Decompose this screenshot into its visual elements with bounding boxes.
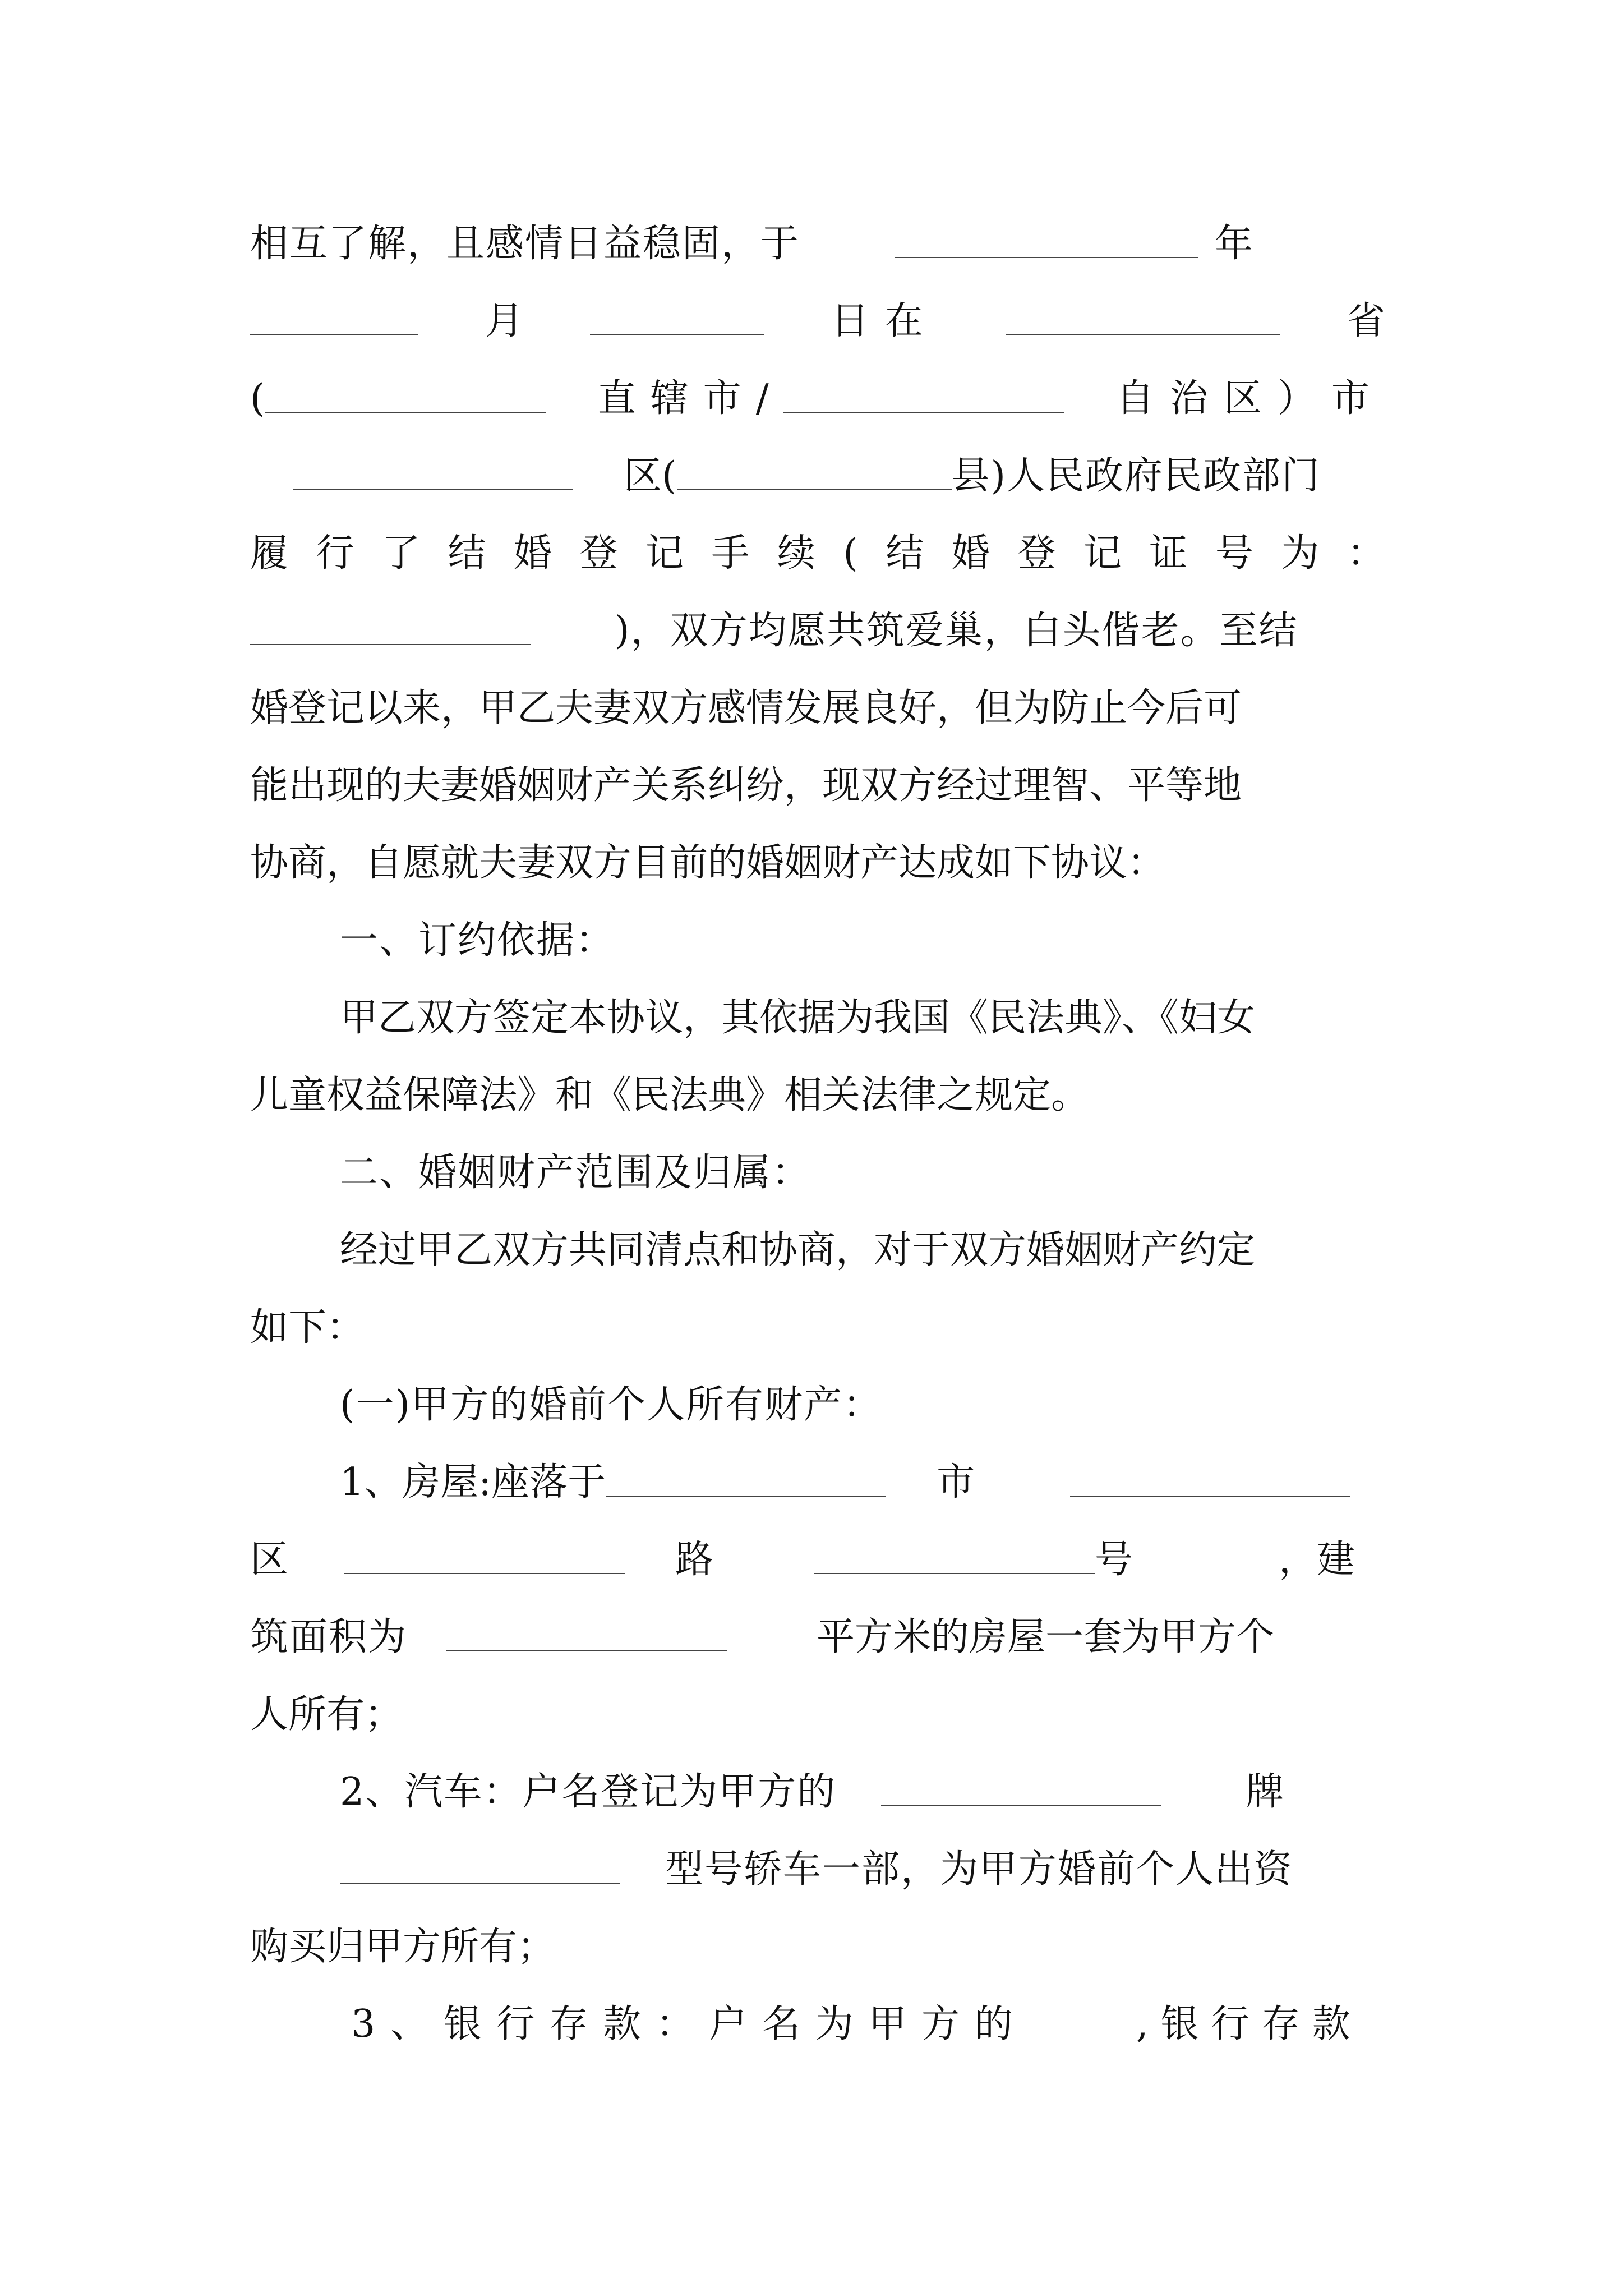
text-line-11 bbox=[250, 987, 1475, 1049]
char: 记 bbox=[1083, 531, 1122, 576]
text-line-22 bbox=[250, 1839, 1475, 1901]
text-line-23 bbox=[250, 1916, 1385, 1978]
text-segment: 二、婚姻财产范围及归属： bbox=[340, 1151, 811, 1195]
char: ( bbox=[843, 531, 858, 576]
char: 为 bbox=[1281, 531, 1320, 576]
text-line-7 bbox=[250, 678, 1385, 739]
text-segment: 月 bbox=[485, 299, 524, 343]
subsection-heading bbox=[250, 1374, 1475, 1436]
char: 婚 bbox=[951, 531, 990, 576]
char: 登 bbox=[579, 531, 618, 576]
char: 户 bbox=[709, 2002, 748, 2046]
text-line-17 bbox=[250, 1452, 1475, 1513]
char: 甲 bbox=[868, 2002, 907, 2046]
text-segment: 区 bbox=[250, 1538, 289, 1582]
text-segment: 区( bbox=[624, 454, 677, 498]
text-line-14 bbox=[250, 1220, 1475, 1281]
text-segment: 省 bbox=[1347, 299, 1385, 343]
text-segment: 牌 bbox=[1246, 1770, 1284, 1814]
text-segment: 一、订约依据： bbox=[340, 918, 615, 963]
text-segment: 平方米的房屋一套为甲方个 bbox=[817, 1615, 1275, 1659]
spread-text bbox=[351, 1994, 1013, 2055]
char: 行 bbox=[316, 531, 354, 576]
char: 款 bbox=[602, 2002, 641, 2046]
text-segment: 如下： bbox=[250, 1305, 365, 1350]
fill-blank-month[interactable] bbox=[250, 332, 418, 335]
text-line-9 bbox=[250, 832, 1385, 894]
text-segment: 甲乙双方签定本协议，其依据为我国《民法典》、《妇女 bbox=[340, 996, 1256, 1040]
text-segment: ，建 bbox=[1279, 1538, 1355, 1582]
char: 婚 bbox=[513, 531, 552, 576]
text-segment: 能出现的夫妻婚姻财产关系纠纷，现双方经过理智、平等地 bbox=[250, 763, 1242, 808]
text-segment: 自治区）市 bbox=[1115, 376, 1385, 421]
char: 履 bbox=[250, 531, 289, 576]
fill-blank-house-number[interactable] bbox=[814, 1571, 1095, 1574]
fill-blank-county[interactable] bbox=[677, 487, 952, 490]
text-line-1 bbox=[250, 213, 1385, 275]
char: 登 bbox=[1017, 531, 1056, 576]
text-segment: 日在 bbox=[831, 299, 939, 343]
char: 银 bbox=[443, 2002, 482, 2046]
fill-blank-municipality[interactable] bbox=[265, 409, 546, 413]
fill-blank-house-road[interactable] bbox=[344, 1571, 625, 1574]
char: 的 bbox=[974, 2002, 1013, 2046]
text-segment: 市 bbox=[937, 1460, 975, 1504]
char: 存 bbox=[550, 2002, 588, 2046]
fill-blank-car-brand[interactable] bbox=[881, 1803, 1161, 1806]
char: 方 bbox=[921, 2002, 960, 2046]
text-segment: 号 bbox=[1095, 1538, 1133, 1582]
text-line-21 bbox=[250, 1761, 1475, 1823]
char: 名 bbox=[762, 2002, 801, 2046]
text-segment: 直辖市/ bbox=[597, 376, 783, 421]
char: ： bbox=[656, 2002, 694, 2046]
text-segment: 经过甲乙双方共同清点和协商，对于双方婚姻财产约定 bbox=[340, 1228, 1256, 1272]
char: 续 bbox=[777, 531, 815, 576]
char: 3 bbox=[351, 2002, 376, 2046]
text-segment: 相互了解，且感情日益稳固，于 bbox=[250, 222, 800, 266]
text-segment: 购买归甲方所有； bbox=[250, 1925, 556, 1969]
text-segment: 婚登记以来，甲乙夫妻双方感情发展良好，但为防止今后可 bbox=[250, 686, 1242, 730]
section-heading-2 bbox=[250, 1142, 1475, 1204]
fill-blank-day[interactable] bbox=[590, 332, 764, 335]
text-segment: )，双方均愿共筑爱巢，白头偕老。至结 bbox=[615, 609, 1298, 653]
text-segment: 2、汽车：户名登记为甲方的 bbox=[340, 1770, 837, 1814]
fill-blank-year[interactable] bbox=[895, 255, 1198, 258]
text-segment: 县)人民政府民政部门 bbox=[951, 454, 1321, 498]
fill-blank-province[interactable] bbox=[1006, 332, 1280, 335]
text-line-19 bbox=[250, 1607, 1385, 1668]
text-line-12 bbox=[250, 1065, 1385, 1126]
fill-blank-autonomous-region[interactable] bbox=[783, 409, 1064, 413]
text-segment: 型号轿车一部，为甲方婚前个人出资 bbox=[665, 1847, 1294, 1892]
text-line-6 bbox=[250, 600, 1385, 662]
text-line-2 bbox=[250, 291, 1385, 352]
char: 行 bbox=[496, 2002, 535, 2046]
text-line-3 bbox=[250, 368, 1385, 430]
char: 记 bbox=[645, 531, 684, 576]
char: 结 bbox=[886, 531, 924, 576]
char: 号 bbox=[1215, 531, 1253, 576]
text-segment: 儿童权益保障法》和《民法典》相关法律之规定。 bbox=[250, 1073, 1090, 1117]
char: 、 bbox=[390, 2002, 428, 2046]
text-segment: (一)甲方的婚前个人所有财产： bbox=[340, 1383, 883, 1427]
text-line-24 bbox=[250, 1994, 1385, 2055]
text-segment: 人所有； bbox=[250, 1692, 403, 1737]
text-segment: 1、房屋:座落于 bbox=[340, 1460, 606, 1504]
fill-blank-car-model[interactable] bbox=[340, 1880, 620, 1884]
fill-blank-certificate-number[interactable] bbox=[250, 642, 531, 645]
text-segment: 年 bbox=[1215, 222, 1253, 266]
char: 证 bbox=[1149, 531, 1188, 576]
text-segment: ,银行存款 bbox=[1136, 2002, 1363, 2046]
fill-blank-house-city[interactable] bbox=[606, 1493, 886, 1497]
fill-blank-district[interactable] bbox=[293, 487, 573, 490]
text-line-20 bbox=[250, 1684, 1385, 1746]
fill-blank-house-area[interactable] bbox=[446, 1648, 727, 1651]
text-segment: 协商，自愿就夫妻双方目前的婚姻财产达成如下协议： bbox=[250, 841, 1166, 885]
char: 手 bbox=[711, 531, 750, 576]
text-segment: 筑面积为 bbox=[250, 1615, 408, 1659]
fill-blank-house-district[interactable] bbox=[1070, 1493, 1350, 1497]
text-line-18 bbox=[250, 1529, 1385, 1591]
text-line-4 bbox=[250, 445, 1385, 507]
char: 结 bbox=[448, 531, 486, 576]
char: 为 bbox=[815, 2002, 854, 2046]
char: ： bbox=[1347, 531, 1385, 576]
char: 了 bbox=[381, 531, 420, 576]
section-heading-1 bbox=[250, 910, 1475, 972]
text-line-5 bbox=[250, 523, 1385, 585]
text-line-8 bbox=[250, 755, 1385, 817]
text-segment: 路 bbox=[675, 1538, 714, 1582]
text-line-15 bbox=[250, 1297, 1385, 1359]
text-segment: ( bbox=[250, 376, 265, 421]
